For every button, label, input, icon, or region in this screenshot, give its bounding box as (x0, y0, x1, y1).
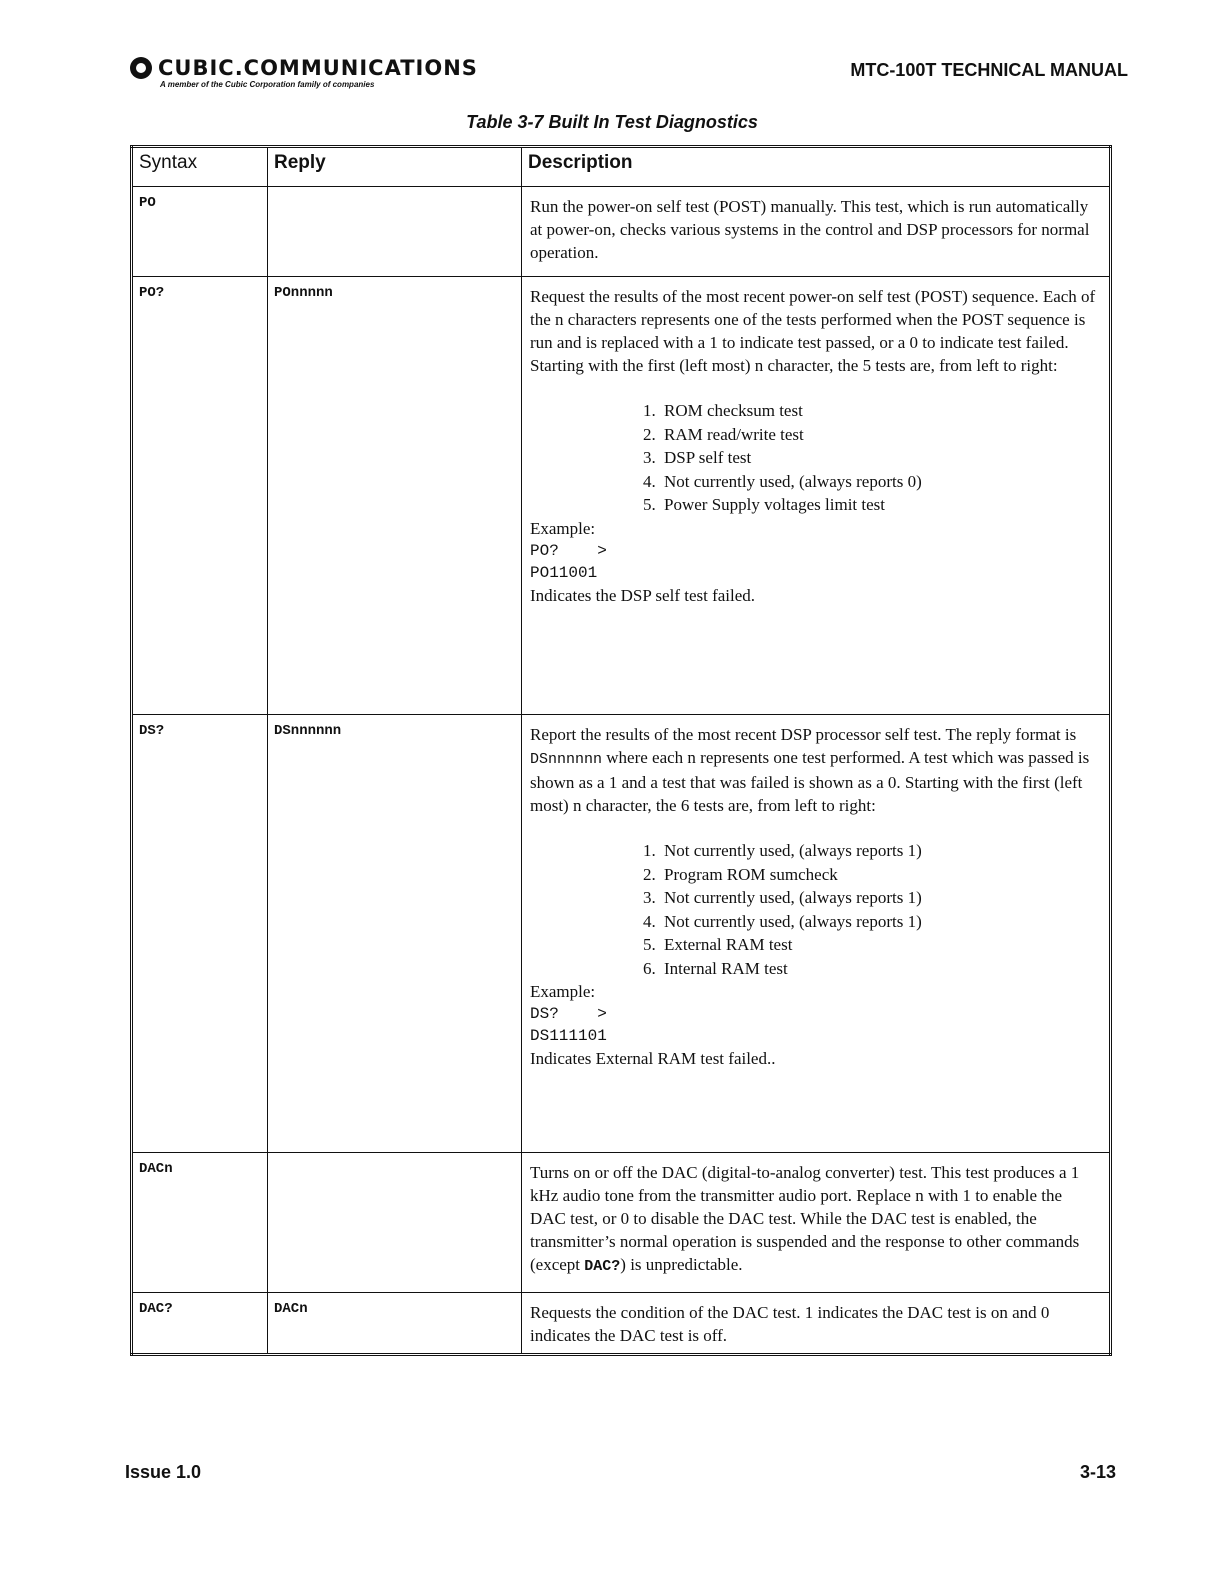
list-item: 4. Not currently used, (always reports 0) (660, 470, 1101, 494)
header-reply: Reply (268, 147, 522, 187)
example-reply: PO11001 (530, 563, 598, 582)
syntax-cell: DAC? (132, 1293, 268, 1355)
table-row (132, 277, 1111, 715)
manual-title: MTC-100T TECHNICAL MANUAL (850, 60, 1128, 80)
page-header (130, 56, 1128, 96)
list-item: 5. External RAM test (660, 933, 1101, 957)
reply-cell: DSnnnnnn (268, 715, 522, 1153)
table-row (132, 715, 1111, 1153)
list-item: 1. ROM checksum test (660, 399, 1101, 423)
description-text: Run the power-on self test (POST) manually. This test, which is run automatically at power-on, checks various systems in the control and DSP processors for normal operation. (530, 197, 1090, 262)
description-text (530, 723, 1101, 817)
example-command: PO? > (530, 541, 607, 560)
description-cell (522, 1153, 1111, 1293)
example-note: Indicates External RAM test failed.. (530, 1049, 776, 1068)
test-list (530, 839, 1101, 980)
list-item: 3. DSP self test (660, 446, 1101, 470)
company-logo (130, 56, 478, 80)
example-command: DS? > (530, 1005, 607, 1023)
table-header-row (132, 147, 1111, 187)
description-cell (522, 715, 1111, 1153)
example-note: Indicates the DSP self test failed. (530, 585, 756, 605)
reply-cell (268, 1153, 522, 1293)
logo-text: CUBIC.COMMUNICATIONS (158, 56, 478, 80)
syntax-cell: PO? (132, 277, 268, 715)
description-part: Report the results of the most recent DSP processor self test. The reply format is (530, 725, 1077, 744)
example-reply: DS111101 (530, 1027, 607, 1045)
description-text: Requests the condition of the DAC test. 1 indicates the DAC test is on and 0 indicates the DAC test is off. (530, 1303, 1050, 1345)
list-item: 4. Not currently used, (always reports 1) (660, 910, 1101, 934)
description-part: where each n represents one test performed. A test which was passed is shown as a 1 and a test that was failed is shown as a 0. Starting with the first (left most) n character, the 6 tests are, from left to right: (530, 748, 1090, 815)
list-item: 2. RAM read/write test (660, 423, 1101, 447)
example-label: Example: (530, 982, 596, 1001)
table-row (132, 187, 1111, 277)
syntax-cell: DACn (132, 1153, 268, 1293)
footer-page-number: 3-13 (1079, 1462, 1116, 1482)
diagnostics-table (130, 145, 1112, 1356)
description-text: Request the results of the most recent power-on self test (POST) sequence. Each of the n characters represents one of the tests performed when the POST sequence is run and is replaced with a 1 to indicate test passed, or a 0 to indicate test failed. Starting with the first (left most) n character, the 5 tests are, from left to right: (530, 287, 1096, 375)
cubic-logo-icon (130, 57, 152, 79)
description-part: Turns on or off the DAC (digital-to-analog converter) test. This test produces a 1 kHz audio tone from the transmitter audio port. Replace n with 1 to enable the DAC test, or 0 to disable the DAC test. While the DAC test is enabled, the transmitter’s normal operation is suspended and the response to other commands (except (530, 1163, 1080, 1274)
description-part: ) is unpredictable. (620, 1255, 743, 1274)
table-caption: Table 3-7 Built In Test Diagnostics (466, 112, 758, 132)
footer-issue: Issue 1.0 (125, 1462, 202, 1482)
list-item: 6. Internal RAM test (660, 957, 1101, 981)
company-tagline: A member of the Cubic Corporation family of companies (160, 80, 375, 89)
header-description: Description (522, 147, 1111, 187)
table-row (132, 1293, 1111, 1355)
command-code: DAC? (584, 1258, 621, 1275)
header-syntax: Syntax (132, 147, 268, 187)
example-label: Example: (530, 518, 596, 538)
list-item: 5. Power Supply voltages limit test (660, 493, 1101, 517)
reply-cell: DACn (268, 1293, 522, 1355)
description-text (530, 1161, 1101, 1278)
list-item: 1. Not currently used, (always reports 1) (660, 839, 1101, 863)
description-cell (522, 187, 1111, 277)
description-cell (522, 277, 1111, 715)
description-cell (522, 1293, 1111, 1355)
test-list (530, 399, 1101, 517)
table-row (132, 1153, 1111, 1293)
syntax-cell: PO (132, 187, 268, 277)
reply-format-code: DSnnnnnn (530, 751, 603, 768)
reply-cell: POnnnnn (268, 277, 522, 715)
syntax-cell: DS? (132, 715, 268, 1153)
reply-cell (268, 187, 522, 277)
list-item: 3. Not currently used, (always reports 1) (660, 886, 1101, 910)
list-item: 2. Program ROM sumcheck (660, 863, 1101, 887)
